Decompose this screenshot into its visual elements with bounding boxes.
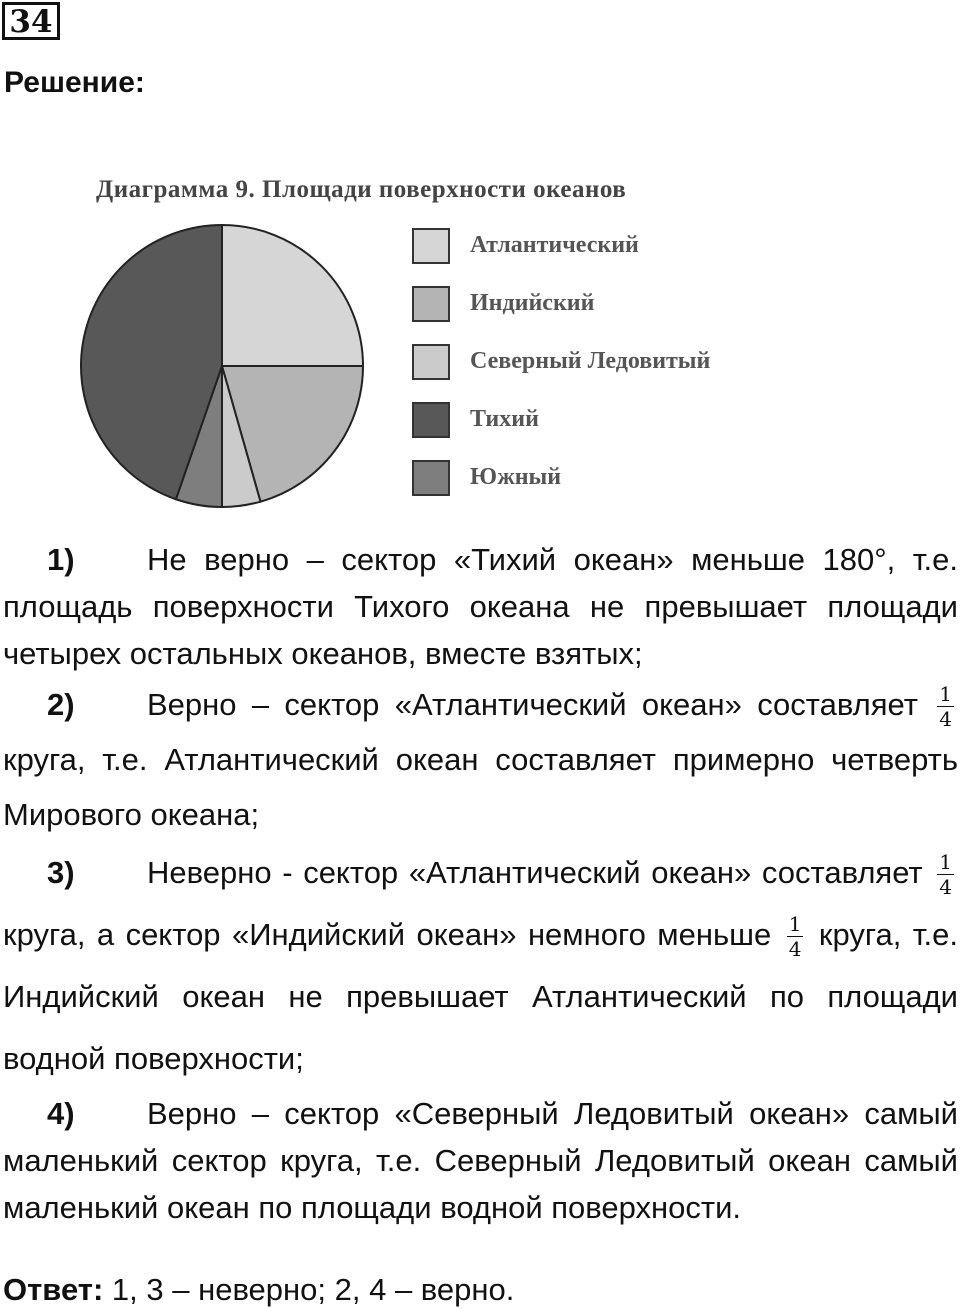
fraction-one-quarter: $\frac{1}{4}$ bbox=[939, 850, 952, 900]
legend-label-atlantic: Атлантический bbox=[470, 232, 639, 258]
item-text: Не верно – сектор «Тихий океан» меньше 180°, т.е. площадь поверхности Тихого океана не превышает площади четырех остальных океанов, вместе взятых; bbox=[3, 542, 958, 671]
item-text-continued: круга, а сектор «Индийский океан» немного меньше bbox=[3, 917, 772, 952]
item-text: Верно – сектор «Северный Ледовитый океан» самый маленький сектор круга, т.е. Северный Ледовитый океан самый маленький океан по площади водной поверхности. bbox=[3, 1096, 958, 1225]
legend-label-indian: Индийский bbox=[470, 290, 595, 316]
legend-swatch-atlantic bbox=[412, 228, 450, 264]
pie-slice-Атлантический bbox=[222, 225, 363, 366]
item-number: 3) bbox=[47, 855, 75, 890]
answer-text: 1, 3 – неверно; 2, 4 – верно. bbox=[111, 1272, 515, 1307]
chart-title: Диаграмма 9. Площади поверхности океанов bbox=[96, 176, 627, 203]
solution-item-3 bbox=[3, 842, 958, 1090]
item-number: 2) bbox=[47, 687, 75, 722]
solution-item-4 bbox=[3, 1090, 958, 1231]
legend-label-southern: Южный bbox=[470, 464, 562, 490]
legend-swatch-arctic bbox=[412, 344, 450, 380]
item-text: Неверно - сектор «Атлантический океан» составляет bbox=[147, 855, 923, 890]
solution-item-1 bbox=[3, 536, 958, 677]
legend-label-arctic: Северный Ледовитый bbox=[470, 348, 711, 374]
item-text-continued: круга, т.е. Атлантический океан составляет примерно четверть Мирового океана; bbox=[3, 742, 958, 832]
legend-swatch-pacific bbox=[412, 402, 450, 438]
legend-swatch-southern bbox=[412, 460, 450, 496]
task-number: 34 bbox=[2, 2, 60, 40]
item-text-continued: круга, т.е. Индийский океан не превышает Атлантический по площади водной поверхности; bbox=[3, 917, 958, 1076]
pie-chart bbox=[0, 160, 400, 520]
fraction-one-quarter: $\frac{1}{4}$ bbox=[788, 912, 802, 962]
legend-label-pacific: Тихий bbox=[470, 406, 539, 432]
answer-label: Ответ: bbox=[3, 1272, 104, 1307]
answer-line bbox=[3, 1270, 514, 1310]
fraction-one-quarter: $\frac{1}{4}$ bbox=[939, 682, 952, 732]
item-number: 4) bbox=[47, 1096, 75, 1131]
solution-text bbox=[3, 536, 958, 1231]
solution-heading: Решение: bbox=[4, 66, 145, 99]
item-text: Верно – сектор «Атлантический океан» составляет bbox=[147, 687, 918, 722]
solution-item-2 bbox=[3, 677, 958, 842]
ocean-area-figure bbox=[0, 160, 960, 520]
legend-swatch-indian bbox=[412, 286, 450, 322]
item-number: 1) bbox=[47, 542, 75, 577]
